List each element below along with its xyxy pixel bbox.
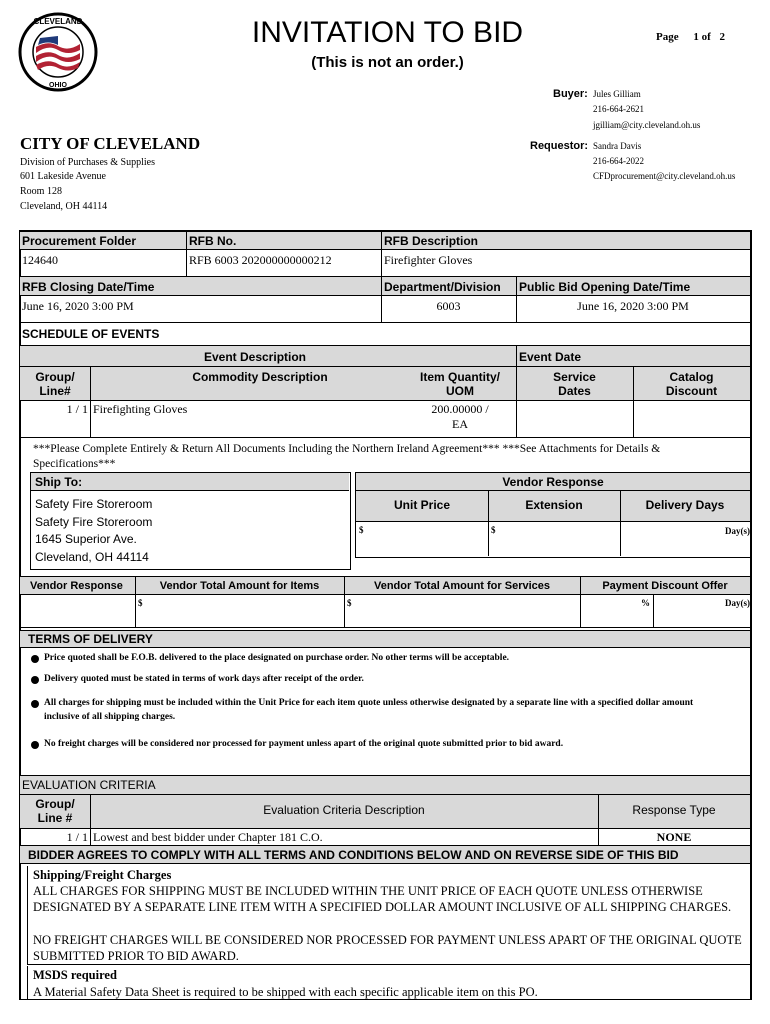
procurement-folder-label: Procurement Folder [22, 234, 137, 248]
ship-to-line2: Safety Fire Storeroom [35, 515, 153, 529]
agreement-title: BIDDER AGREES TO COMPLY WITH ALL TERMS AND CONDITIONS BELOW AND ON REVERSE SIDE OF THIS BID [28, 848, 679, 862]
evaluation-title: EVALUATION CRITERIA [22, 778, 156, 792]
svg-text:OHIO: OHIO [49, 82, 67, 89]
delivery-days-unit: Day(s) [725, 526, 750, 536]
commodity-label: Commodity Description [192, 370, 328, 384]
city-street: 601 Lakeside Avenue [20, 171, 106, 182]
term-item: All charges for shipping must be included within the Unit Price for each item quote unless otherwise designated by a separate line with a specified dollar amount inclusive of all shipping charges. [44, 698, 694, 722]
requestor-name: Sandra Davis [593, 141, 642, 151]
rfb-desc-value: Firefighter Gloves [384, 253, 473, 267]
city-state: Cleveland, OH 44114 [20, 201, 108, 212]
opening-value: June 16, 2020 3:00 PM [577, 299, 689, 313]
page-number [656, 31, 725, 43]
terms-title: TERMS OF DELIVERY [28, 632, 153, 646]
city-division: Division of Purchases & Supplies [20, 157, 155, 168]
eval-desc-label: Evaluation Criteria Description [263, 803, 425, 817]
buyer-phone: 216-664-2621 [593, 104, 644, 114]
payment-discount-label: Payment Discount Offer [602, 580, 728, 592]
eval-row-group: 1 / 1 [66, 830, 88, 844]
page-label: Page [656, 31, 679, 43]
buyer-email: jgilliam@city.cleveland.oh.us [593, 120, 701, 130]
catalog-label-1: Catalog [669, 370, 714, 384]
extension-input[interactable] [489, 522, 619, 555]
requestor-phone: 216-664-2022 [593, 156, 644, 166]
schedule-note: ***Please Complete Entirely & Return All Documents Including the Northern Ireland Agreement*** ***See Attachments for Details & Specifications*** [33, 443, 661, 470]
buyer-name: Jules Gilliam [593, 89, 641, 99]
bullet-icon [31, 700, 39, 708]
requestor-email: CFDprocurement@city.cleveland.oh.us [593, 171, 736, 181]
eval-row-desc: Lowest and best bidder under Chapter 181 C.O. [93, 830, 323, 844]
item-commodity: Firefighting Gloves [93, 402, 188, 416]
qty-label-1: Item Quantity/ [419, 370, 500, 384]
service-label-1: Service [553, 370, 596, 384]
service-label-2: Dates [558, 384, 591, 398]
total-items-input[interactable] [136, 595, 343, 626]
group-line-label-2: Line# [39, 384, 71, 398]
discount-days-input[interactable] [654, 595, 750, 626]
group-line-label [20, 370, 90, 398]
extension-label: Extension [525, 498, 583, 512]
shipping-text: ALL CHARGES FOR SHIPPING MUST BE INCLUDED WITHIN THE UNIT PRICE OF EACH QUOTE UNLESS OTHERWISE DESIGNATED BY A SEPARATE LINE ITEM WITH A SPECIFIED DOLLAR AMOUNT INCLUSIVE OF ALL SHIPPING CHARGES. [33, 884, 732, 914]
vendor-response-title: Vendor Response [502, 475, 604, 489]
service-dates-label [516, 370, 633, 398]
delivery-days-input[interactable] [621, 522, 750, 555]
term-item: Price quoted shall be F.O.B. delivered to the place designated on purchase order. No other terms will be acceptable. [44, 653, 510, 663]
page-of: 1 of [693, 31, 711, 43]
vendor-total-items-label: Vendor Total Amount for Items [159, 580, 320, 592]
discount-percent-sign: % [641, 598, 650, 608]
item-qty-value: 200.00000 / [431, 402, 489, 416]
extension-dollar: $ [491, 525, 496, 535]
event-desc-label: Event Description [203, 350, 307, 364]
doc-title: INVITATION TO BID [251, 16, 524, 49]
procurement-folder-value: 124640 [22, 253, 58, 267]
item-group-line: 1 / 1 [66, 402, 88, 416]
qty-label-2: UOM [446, 384, 474, 398]
page-total: 2 [719, 31, 726, 43]
shipping-title: Shipping/Freight Charges [33, 868, 172, 882]
closing-label: RFB Closing Date/Time [22, 280, 155, 294]
unit-price-label: Unit Price [393, 498, 450, 512]
vendor-response-col-label: Vendor Response [30, 580, 123, 592]
bullet-icon [31, 741, 39, 749]
term-item: Delivery quoted must be stated in terms of work days after receipt of the order. [44, 674, 364, 684]
item-qty [400, 402, 520, 432]
city-room: Room 128 [20, 186, 62, 197]
eval-group-label-1: Group/ [35, 797, 75, 811]
rfb-desc-label: RFB Description [384, 234, 479, 248]
dept-value: 6003 [436, 299, 461, 313]
ship-to-label: Ship To: [35, 475, 83, 489]
delivery-days-label: Delivery Days [645, 498, 725, 512]
catalog-label-2: Discount [665, 384, 718, 398]
ship-to-line3: 1645 Superior Ave. [35, 532, 137, 546]
group-line-label-1: Group/ [35, 370, 75, 384]
discount-percent-input[interactable] [581, 595, 652, 626]
svg-text:CLEVELAND: CLEVELAND [33, 17, 83, 26]
vendor-total-services-label: Vendor Total Amount for Services [373, 580, 551, 592]
item-uom-value: EA [452, 417, 468, 431]
eval-row-response: NONE [656, 830, 692, 844]
unit-price-dollar: $ [359, 525, 364, 535]
msds-text: A Material Safety Data Sheet is required to be shipped with each specific applicable item on this PO. [33, 985, 538, 999]
doc-subtitle: (This is not an order.) [311, 54, 464, 71]
ship-to-line4: Cleveland, OH 44114 [35, 550, 149, 564]
dept-label: Department/Division [384, 280, 501, 294]
city-name: CITY OF CLEVELAND [20, 134, 201, 153]
total-services-dollar: $ [347, 598, 352, 608]
buyer-label: Buyer: [553, 88, 588, 100]
eval-group-label-2: Line # [37, 811, 73, 825]
ship-to-line1: Safety Fire Storeroom [35, 497, 153, 511]
catalog-discount-label [633, 370, 750, 398]
qty-label [400, 370, 520, 398]
bullet-icon [31, 676, 39, 684]
total-services-input[interactable] [345, 595, 579, 626]
event-date-label: Event Date [519, 350, 582, 364]
closing-value: June 16, 2020 3:00 PM [22, 299, 134, 313]
unit-price-input[interactable] [357, 522, 487, 555]
term-item: No freight charges will be considered nor processed for payment unless apart of the original quote submitted prior to bid award. [44, 739, 564, 749]
discount-days-unit: Day(s) [725, 598, 750, 608]
eval-response-label: Response Type [632, 803, 716, 817]
requestor-label: Requestor: [530, 140, 589, 152]
rfb-no-label: RFB No. [189, 234, 237, 248]
msds-title: MSDS required [33, 968, 117, 982]
freight-text: NO FREIGHT CHARGES WILL BE CONSIDERED NOR PROCESSED FOR PAYMENT UNLESS APART OF THE ORIGINAL QUOTE SUBMITTED PRIOR TO BID AWARD. [33, 933, 742, 963]
total-items-dollar: $ [138, 598, 143, 608]
rfb-no-value: RFB 6003 202000000000212 [189, 253, 332, 267]
vendor-response-input[interactable] [21, 595, 134, 626]
opening-label: Public Bid Opening Date/Time [519, 280, 691, 294]
bullet-icon [31, 655, 39, 663]
city-seal-logo [18, 12, 98, 92]
schedule-title: SCHEDULE OF EVENTS [22, 327, 160, 341]
eval-group-label [20, 797, 90, 825]
